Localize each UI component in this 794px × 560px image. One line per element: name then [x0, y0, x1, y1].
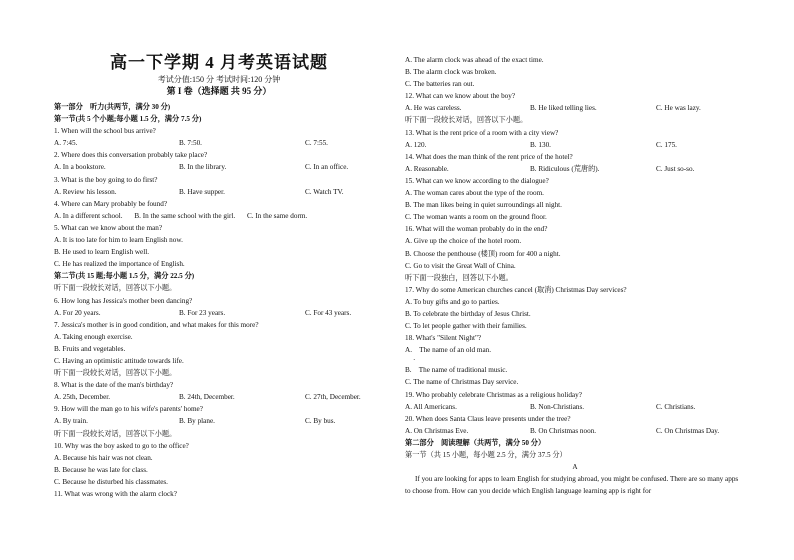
option-c: C. To let people gather with their families.: [405, 322, 527, 331]
option-c: C. Go to visit the Great Wall of China.: [405, 261, 516, 270]
question-4-options: [54, 210, 399, 222]
option-b: B. The man likes being in quiet surroundings all night.: [405, 201, 562, 210]
question-1: 1. When will the school bus arrive?: [54, 127, 156, 136]
option-c: C. On Christmas Day.: [656, 426, 720, 435]
question-12: 12. What can we know about the boy?: [405, 92, 516, 101]
option-c: C. Because he disturbed his classmates.: [54, 477, 168, 486]
option-b: B. By plane.: [179, 417, 215, 426]
option-a: A. On Christmas Eve.: [405, 426, 469, 435]
option-a: A. The woman cares about the type of the room.: [405, 189, 544, 198]
option-b: B. Ridiculous (荒唐的).: [530, 164, 600, 173]
question-13: 13. What is the rent price of a room with a city view?: [405, 128, 559, 137]
option-c: C. In the same dorm.: [246, 211, 308, 220]
question-15: 15. What can we know according to the dialogue?: [405, 176, 549, 185]
question-12-options: [405, 102, 745, 114]
section1-heading: 第一节(共 5 个小题;每小题 1.5 分，满分 7.5 分): [54, 115, 202, 124]
left-column: [54, 101, 399, 500]
option-a: A. In a bookstore.: [54, 163, 106, 172]
question-6: 6. How long has Jessica's mother been dancing?: [54, 296, 193, 305]
question-7: 7. Jessica's mother is in good condition, and what makes for this more?: [54, 320, 259, 329]
question-14-options: [405, 163, 745, 175]
question-20: 20. When does Santa Claus leave presents under the tree?: [405, 414, 571, 423]
option-c: C. The name of Christmas Day service.: [405, 378, 519, 387]
option-a: A. By train.: [54, 417, 88, 426]
option-a: A. Review his lesson.: [54, 187, 117, 196]
question-11: 11. What was wrong with the alarm clock?: [54, 490, 177, 498]
question-10: 10. Why was the boy asked to go to the office?: [54, 441, 189, 450]
option-b: B. Have supper.: [179, 187, 225, 196]
option-b: B. He used to learn English well.: [54, 248, 150, 257]
listen-instruction: 听下面一段独白，回答以下小题。: [405, 273, 513, 282]
question-4: 4. Where can Mary probably be found?: [54, 199, 168, 208]
option-c: C. 27th, December.: [305, 393, 361, 402]
part2-heading: 第二部分 阅读理解（共两节，满分 50 分）: [405, 438, 546, 447]
exam-title: 高一下学期 4 月考英语试题: [110, 53, 328, 72]
question-18: 18. What's "Silent Night"?: [405, 334, 482, 343]
question-16: 16. What will the woman probably do in the end?: [405, 225, 548, 234]
option-c: C. Having an optimistic attitude towards life.: [54, 356, 184, 365]
listen-instruction: 听下面一段较长对话，回答以下小题。: [54, 284, 177, 293]
option-c: C. He has realized the importance of English.: [54, 260, 185, 269]
reading-section1-heading: 第一节（共 15 小题，每小题 2.5 分，满分 37.5 分）: [405, 451, 567, 459]
question-3-options: [54, 186, 399, 198]
question-1-options: [54, 137, 399, 149]
option-a: A. 7:45.: [54, 139, 78, 148]
section2-heading: 第二节(共 15 题;每小题 1.5 分，满分 22.5 分): [54, 272, 195, 281]
option-a: A. Give up the choice of the hotel room.: [405, 237, 522, 246]
option-c: C. In an office.: [305, 163, 349, 172]
option-a: A. The name of an old man.: [405, 346, 492, 355]
option-c: C. The woman wants a room on the ground floor.: [405, 213, 547, 222]
option-c: C. The batteries ran out.: [405, 80, 475, 89]
stray-dot: ·: [413, 356, 416, 365]
question-19: 19. Who probably celebrate Christmas as a religious holiday?: [405, 390, 582, 399]
option-b: B. For 23 years.: [179, 308, 226, 317]
option-a: A. All Americans.: [405, 402, 457, 411]
option-a: A. The alarm clock was ahead of the exact time.: [405, 56, 544, 64]
option-a: A. In a different school.: [54, 211, 123, 220]
option-b: B. The alarm clock was broken.: [405, 68, 497, 77]
question-14: 14. What does the man think of the rent price of the hotel?: [405, 152, 573, 161]
listen-instruction: 听下面一段较长对话，回答以下小题。: [54, 429, 177, 438]
option-c: C. Just so-so.: [656, 164, 695, 173]
part1-heading: 第一部分 听力(共两节，满分 30 分): [54, 103, 171, 111]
option-b: B. He liked telling lies.: [530, 104, 597, 113]
option-a: A. Taking enough exercise.: [54, 332, 133, 341]
option-b: B. Choose the penthouse (楼顶) room for 400 a night.: [405, 249, 561, 258]
option-c: C. By bus.: [305, 417, 336, 426]
option-a: A. It is too late for him to learn English now.: [54, 236, 183, 245]
option-b: B. To celebrate the birthday of Jesus Christ.: [405, 309, 531, 318]
option-c: C. 175.: [656, 140, 677, 149]
option-b: B. 7:50.: [179, 139, 202, 148]
question-5: 5. What can we know about the man?: [54, 223, 163, 232]
question-19-options: [405, 401, 745, 413]
option-c: C. Christians.: [656, 402, 696, 411]
right-column: [405, 54, 745, 497]
question-2-options: [54, 161, 399, 173]
passage-a-text: If you are looking for apps to learn English for studying abroad, you might be confused. There are so many apps to choose from. How can you decide which English language learning app is right for: [405, 475, 739, 496]
exam-header: [40, 52, 398, 98]
question-9: 9. How will the man go to his wife's parents' home?: [54, 405, 203, 414]
option-b: B. The name of traditional music.: [405, 366, 508, 375]
question-8: 8. What is the date of the man's birthday?: [54, 381, 174, 390]
option-b: B. Non-Christians.: [530, 402, 585, 411]
question-20-options: [405, 425, 745, 437]
option-b: B. Fruits and vegetables.: [54, 344, 126, 353]
option-b: B. On Christmas noon.: [530, 426, 597, 435]
question-9-options: [54, 415, 399, 427]
option-b: B. In the library.: [179, 163, 227, 172]
option-c: C. For 43 years.: [305, 308, 352, 317]
option-a: A. Reasonable.: [405, 164, 449, 173]
option-b: B. Because he was late for class.: [54, 465, 148, 474]
question-3: 3. What is the boy going to do first?: [54, 175, 158, 184]
option-a: A. 25th, December.: [54, 393, 111, 402]
option-c: C. He was lazy.: [656, 104, 701, 113]
question-8-options: [54, 391, 399, 403]
option-b: B. 24th, December.: [179, 393, 235, 402]
question-2: 2. Where does this conversation probably take place?: [54, 151, 208, 160]
option-a: A. Because his hair was not clean.: [54, 453, 153, 462]
option-b: B. In the same school with the girl.: [134, 211, 236, 220]
passage-letter: A: [572, 463, 578, 472]
option-a: A. 120.: [405, 140, 427, 149]
option-a: A. To buy gifts and go to parties.: [405, 297, 500, 306]
listen-instruction: 听下面一段较长对话，回答以下小题。: [54, 369, 177, 378]
option-c: C. 7:55.: [305, 139, 328, 148]
question-13-options: [405, 139, 745, 151]
option-a: A. He was careless.: [405, 104, 462, 113]
listen-instruction: 听下面一段较长对话，回答以下小题。: [405, 116, 528, 125]
question-6-options: [54, 307, 399, 319]
option-a: A. For 20 years.: [54, 308, 101, 317]
option-b: B. 130.: [530, 140, 551, 149]
question-17: 17. Why do some American churches cancel (取消) Christmas Day services?: [405, 285, 627, 294]
volume-heading: 第 I 卷（选择题 共 95 分）: [166, 86, 272, 96]
option-c: C. Watch TV.: [305, 187, 344, 196]
exam-meta: 考试分值:150 分 考试时间:120 分钟: [157, 75, 281, 84]
